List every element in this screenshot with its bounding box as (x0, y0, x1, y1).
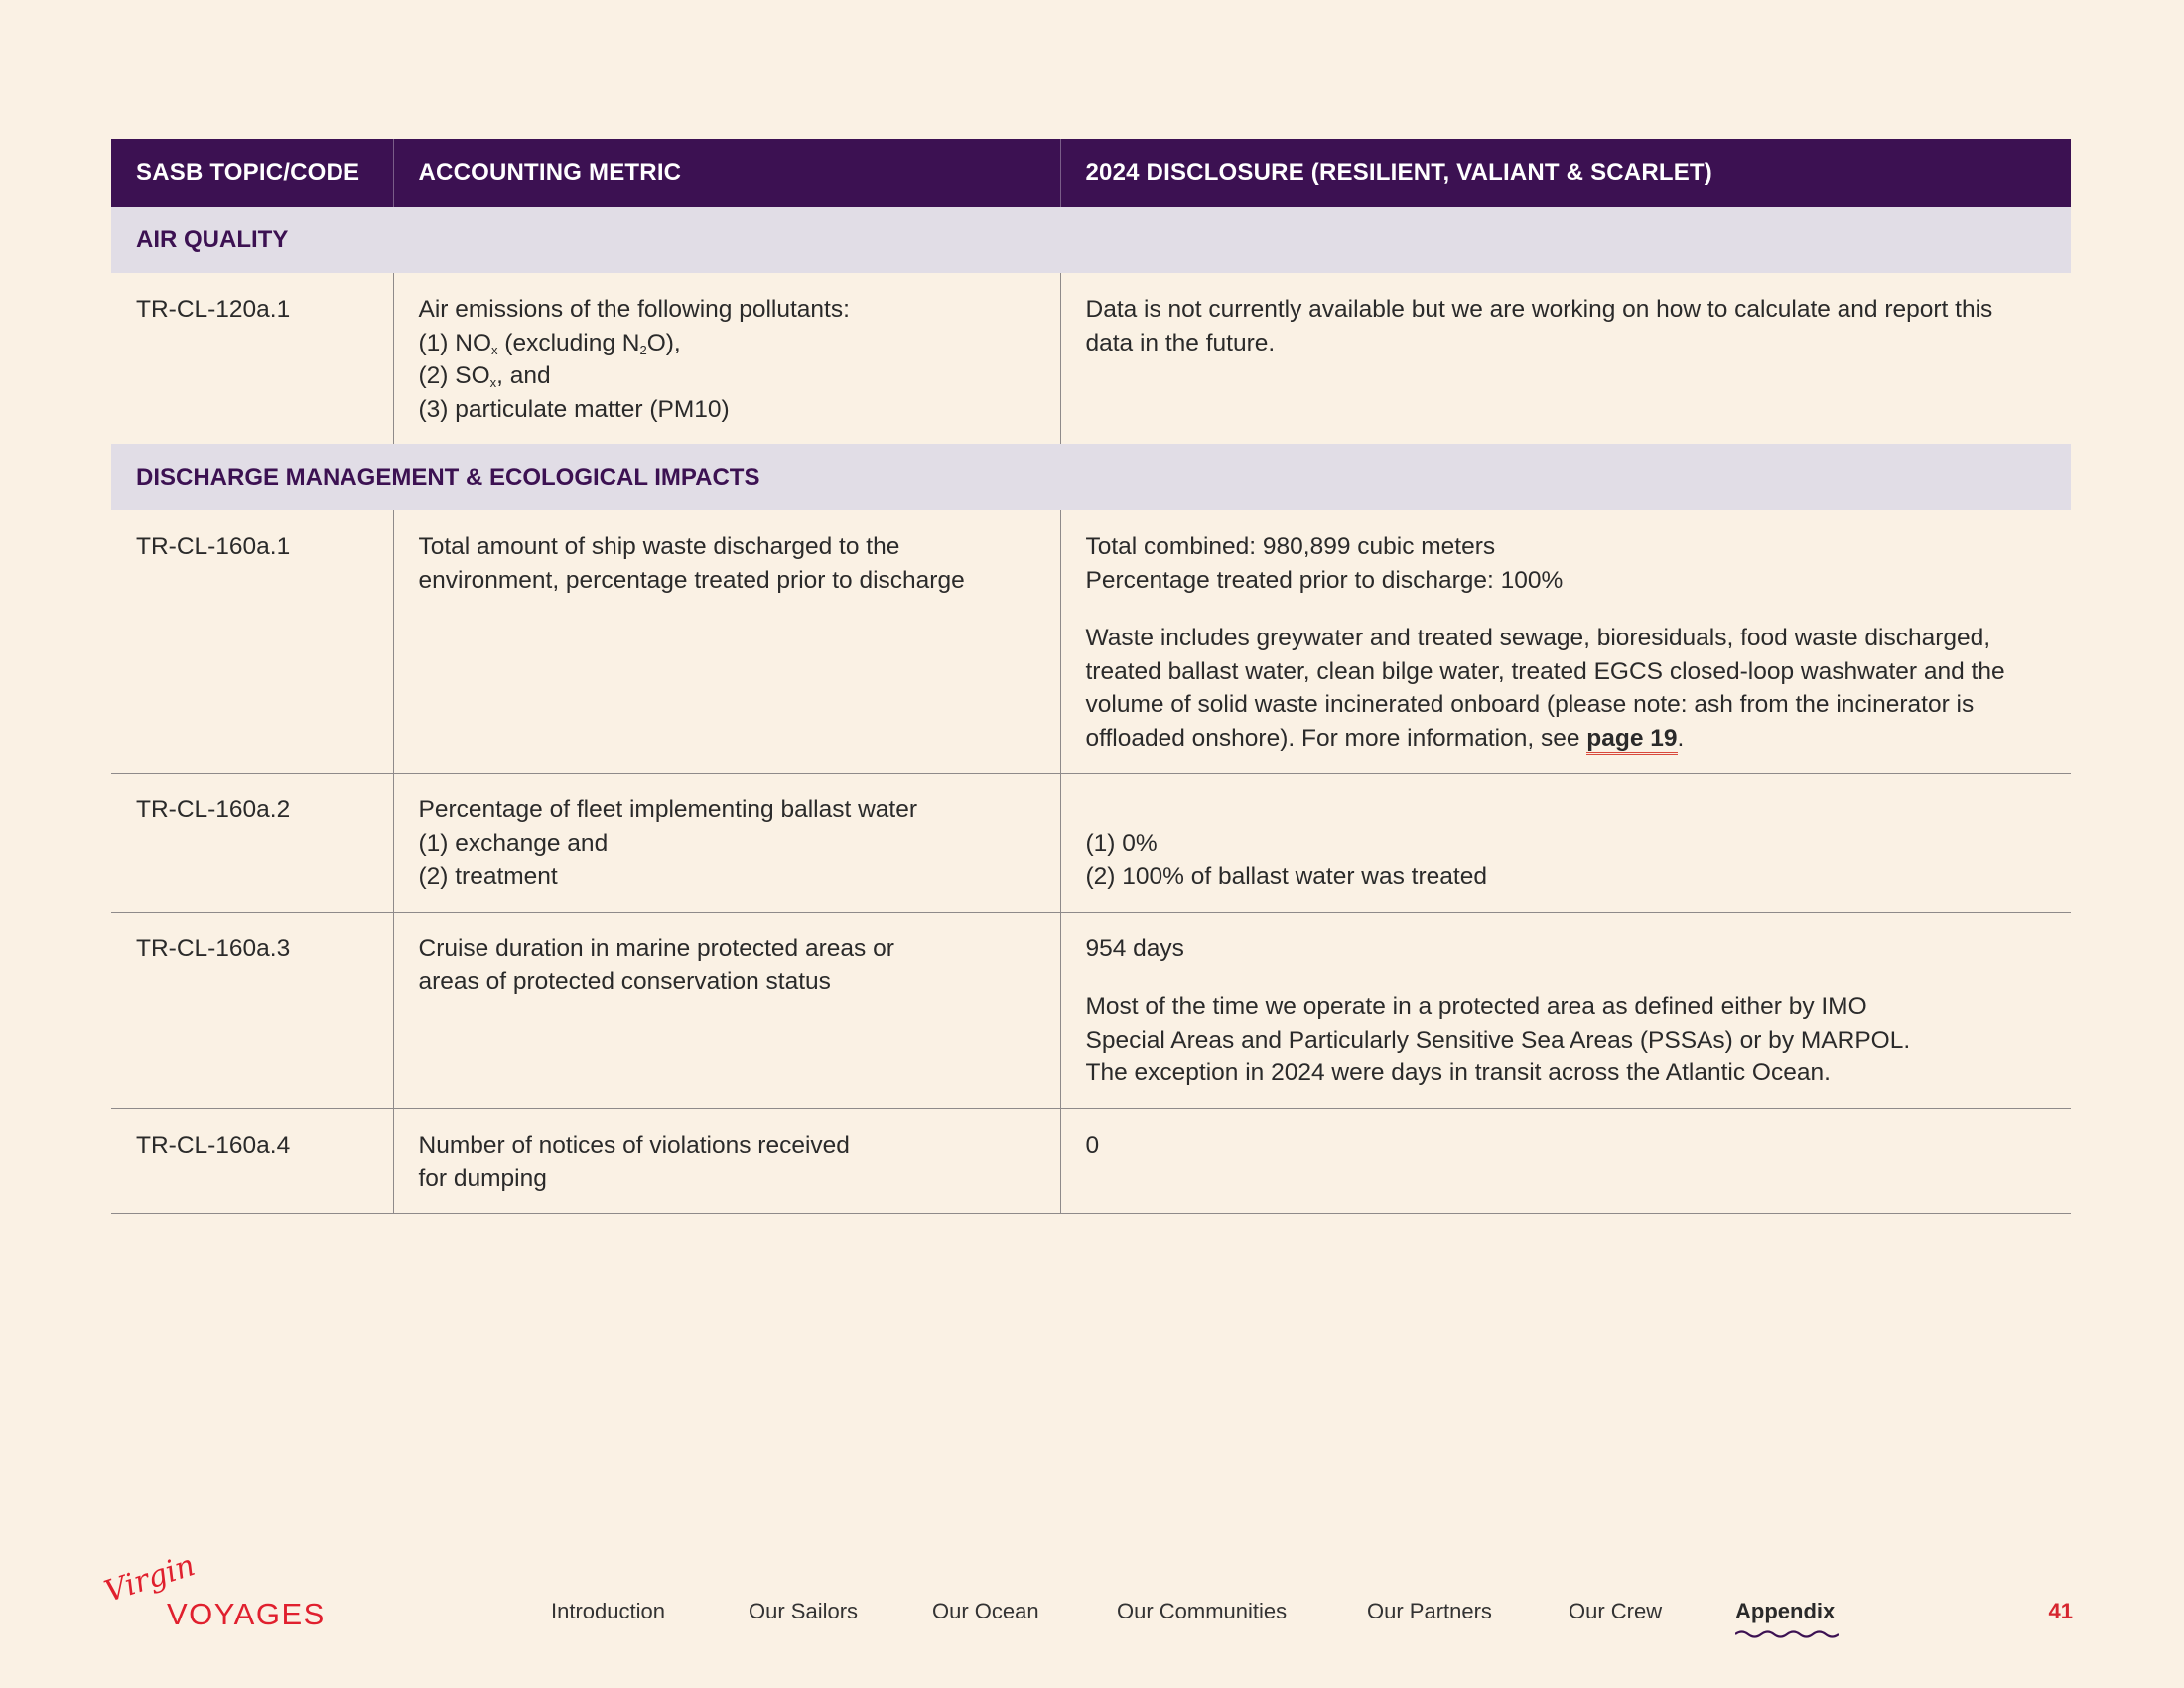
sasb-disclosure-table (111, 139, 2071, 1214)
disclosure-value: 954 days (1085, 934, 1184, 962)
row-disclosure (1060, 510, 2071, 774)
metric-line: Air emissions of the following pollutants: (418, 296, 850, 323)
metric-text: (2) SO (418, 362, 490, 389)
metric-text: O), (646, 329, 681, 356)
table-row (111, 273, 2071, 444)
row-metric (393, 774, 1060, 913)
metric-line (419, 327, 1035, 360)
metric-line: (3) particulate matter (PM10) (418, 395, 730, 423)
disclosure-text: . (1677, 724, 1685, 752)
section-row-discharge-management (111, 444, 2071, 510)
section-title: AIR QUALITY (111, 207, 2071, 273)
row-code: TR-CL-120a.1 (136, 296, 291, 323)
nav-item-our-crew[interactable]: Our Crew (1569, 1599, 1663, 1623)
metric-line: Percentage of fleet implementing ballast water (418, 796, 918, 823)
logo-script-text: Virgin (100, 1547, 200, 1610)
table-row (111, 1108, 2071, 1213)
metric-line: Cruise duration in marine protected areas or (418, 934, 894, 962)
metric-line: (2) treatment (418, 863, 558, 890)
row-code: TR-CL-160a.2 (111, 774, 393, 913)
nav-item-our-communities[interactable]: Our Communities (1117, 1599, 1288, 1623)
section-title: DISCHARGE MANAGEMENT & ECOLOGICAL IMPACTS (111, 444, 2071, 510)
disclosure-line: (2) 100% of ballast water was treated (1085, 863, 1487, 890)
disclosure-line: (1) 0% (1085, 829, 1158, 857)
metric-line: Number of notices of violations received (418, 1131, 850, 1159)
nav-item-introduction[interactable]: Introduction (551, 1599, 665, 1623)
row-metric: Total amount of ship waste discharged to the environment, percentage treated prior to discharge (393, 510, 1060, 774)
metric-line: areas of protected conservation status (418, 968, 831, 995)
disclosure-line: Total combined: 980,899 cubic meters (1085, 533, 1496, 560)
disclosure-line: Most of the time we operate in a protected area as defined either by IMO (1085, 993, 1867, 1020)
table-row (111, 912, 2071, 1108)
nav-item-label: Appendix (1735, 1599, 1836, 1623)
table-row (111, 774, 2071, 913)
disclosure-line: The exception in 2024 were days in transit across the Atlantic Ocean. (1085, 1059, 1831, 1086)
header-sasb-topic-code: SASB TOPIC/CODE (111, 139, 393, 207)
metric-line: for dumping (418, 1165, 547, 1192)
row-code: TR-CL-160a.1 (111, 510, 393, 774)
metric-text: , and (496, 362, 551, 389)
disclosure-line: Percentage treated prior to discharge: 100% (1085, 566, 1564, 594)
header-2024-disclosure: 2024 DISCLOSURE (RESILIENT, VALIANT & SCARLET) (1060, 139, 2071, 207)
metric-line: (1) exchange and (418, 829, 609, 857)
subscript: x (491, 342, 498, 357)
row-code: TR-CL-160a.4 (111, 1108, 393, 1213)
row-disclosure: Data is not currently available but we are working on how to calculate and report this data in the future. (1060, 273, 2071, 444)
disclosure-text: Waste includes greywater and treated sewage, bioresiduals, food waste discharged, treated ballast water, clean bilge water, treated EGCS closed-loop washwater and the volume of solid waste incinerated onboard (please note: ash from the incinerator is offloaded onshore). For more information, see (1085, 625, 2005, 752)
metric-text: (excluding N (497, 329, 640, 356)
metric-line (419, 359, 1035, 393)
section-row-air-quality (111, 207, 2071, 273)
subscript: 2 (639, 342, 647, 357)
page-number: 41 (2048, 1599, 2073, 1623)
metric-text: (1) NO (418, 329, 491, 356)
nav-item-our-sailors[interactable]: Our Sailors (749, 1599, 859, 1623)
disclosure-paragraph (1086, 622, 2047, 755)
logo-word-text: VOYAGES (167, 1597, 326, 1631)
row-disclosure (1060, 912, 2071, 1108)
row-disclosure (1060, 774, 2071, 913)
nav-item-our-ocean[interactable]: Our Ocean (932, 1599, 1039, 1623)
row-metric (393, 1108, 1060, 1213)
page-19-link[interactable]: page 19 (1586, 725, 1677, 755)
footer-nav (0, 1599, 2184, 1638)
nav-item-appendix[interactable] (1735, 1599, 1835, 1624)
table-row (111, 510, 2071, 774)
subscript: x (489, 375, 497, 390)
row-metric (393, 912, 1060, 1108)
header-accounting-metric: ACCOUNTING METRIC (393, 139, 1060, 207)
nav-item-our-partners[interactable]: Our Partners (1367, 1599, 1492, 1623)
row-code: TR-CL-160a.3 (111, 912, 393, 1108)
active-squiggle-underline (1735, 1629, 1839, 1639)
table-header-row (111, 139, 2071, 207)
row-disclosure: 0 (1060, 1108, 2071, 1213)
disclosure-line: Special Areas and Particularly Sensitive Sea Areas (PSSAs) or by MARPOL. (1085, 1026, 1911, 1054)
row-metric (393, 273, 1060, 444)
